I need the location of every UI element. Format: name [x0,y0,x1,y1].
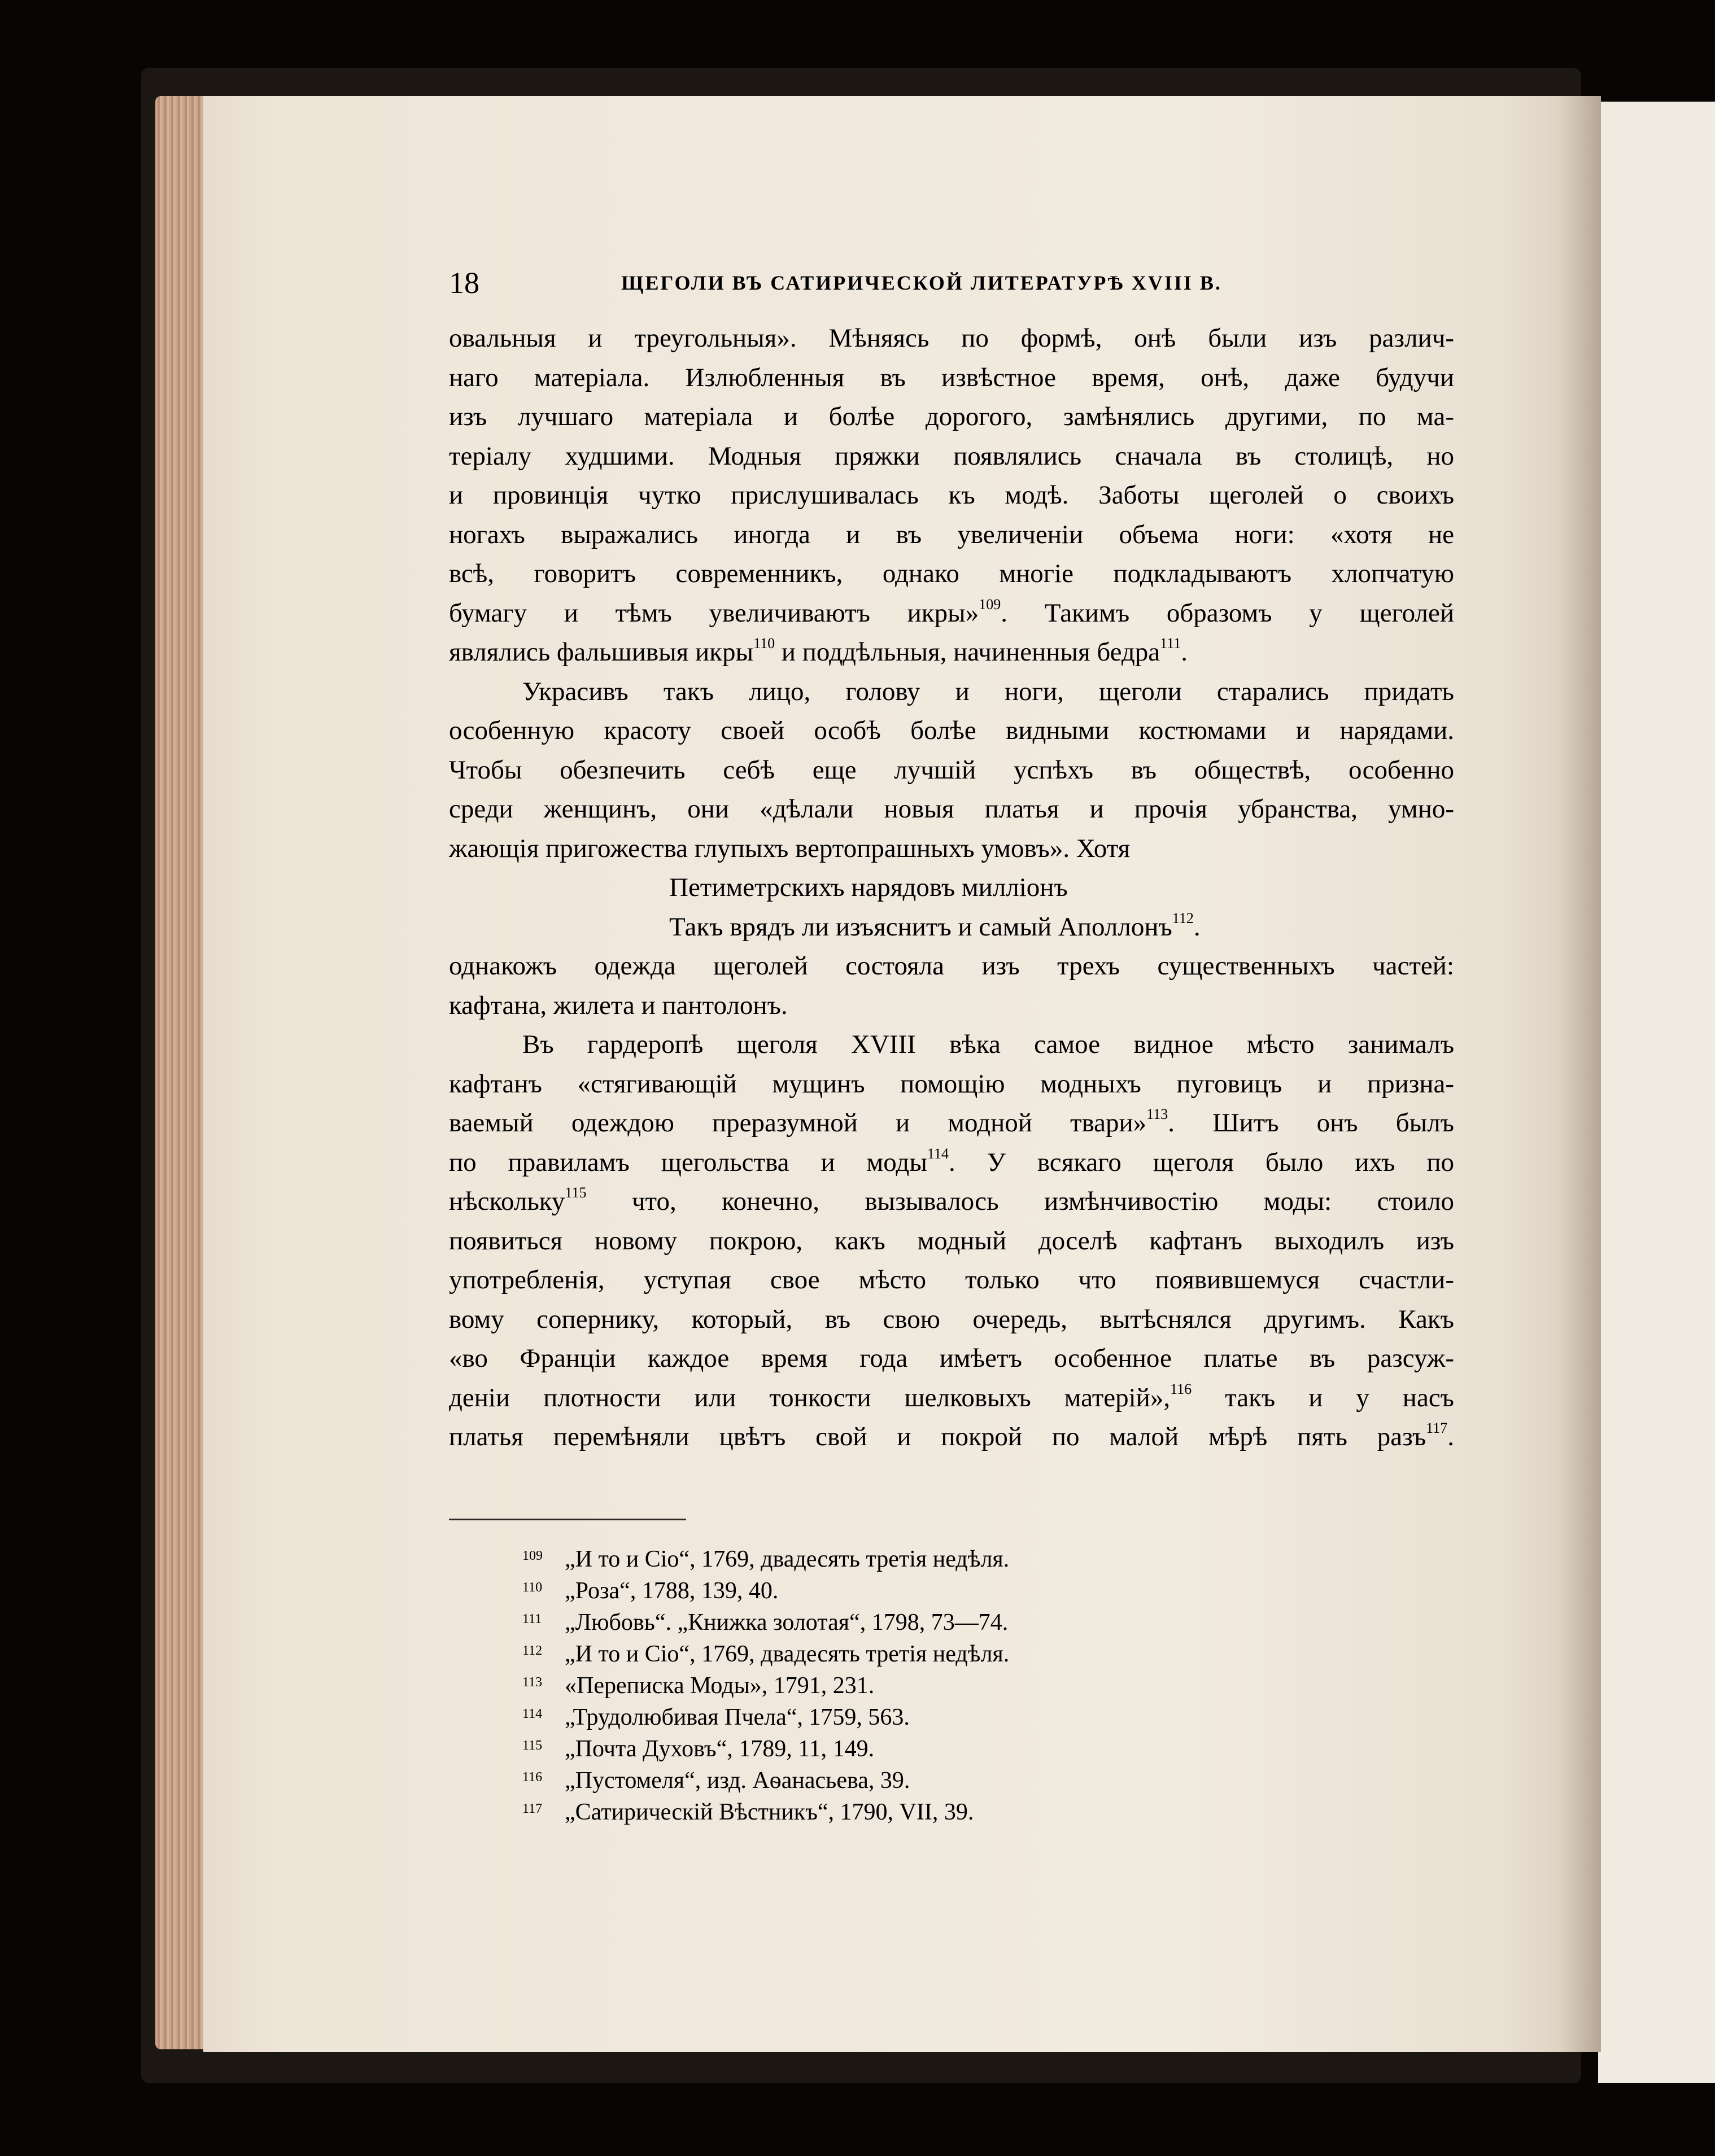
text-line [449,633,1454,672]
text-line [449,1104,1454,1143]
page-header [449,265,1271,305]
verse-line [449,868,1454,908]
line-text: особенную красоту своей особѣ болѣе видными костюмами и нарядами. [449,716,1454,745]
text-line [449,1065,1454,1104]
line-text: однакожъ одежда щеголей состояла изъ трехъ существенныхъ частей: [449,951,1454,981]
text-line [449,554,1454,594]
line-text: бумагу и тѣмъ увеличиваютъ икры» [449,598,979,628]
footnote-number: 115 [522,1738,543,1753]
footnote [522,1572,1200,1603]
footnote-text: „Сатирическій Вѣстникъ“, 1790, VII, 39. [565,1799,974,1825]
line-text: Чтобы обезпечить себѣ еще лучшій успѣхъ въ обществѣ, особенно [449,755,1454,785]
footnote [522,1698,1200,1730]
text-line [449,751,1454,790]
footnote-text: „Почта Духовъ“, 1789, 11, 149. [565,1736,875,1762]
line-text: Украсивъ такъ лицо, голову и ноги, щеголи старались придать [522,676,1454,706]
footnote-ref: 114 [927,1145,949,1162]
text-line [449,829,1454,869]
line-text: «во Франціи каждое время года имѣетъ особенное платье въ разсуж- [449,1344,1454,1373]
footnote-text: „Роза“, 1788, 139, 40. [565,1578,779,1604]
text-line [449,711,1454,751]
line-text: Въ гардеропѣ щеголя XVIII вѣка самое видное мѣсто занималъ [522,1030,1454,1059]
text-line [449,476,1454,515]
footnote [522,1603,1200,1635]
footnote-ref: 111 [1160,635,1181,651]
line-text: Такъ врядъ ли изъяснитъ и самый Аполлонъ [669,912,1172,942]
line-text: употребленія, уступая свое мѣсто только что появившемуся счастли- [449,1265,1454,1295]
footnote [522,1793,1200,1825]
text-line [449,437,1454,476]
footnote-number: 117 [522,1801,543,1816]
text-line [449,515,1454,555]
line-text: кафтана, жилета и пантолонъ. [449,990,788,1020]
text-line [449,790,1454,829]
line-text: . У всякаго щеголя было ихъ по [948,1147,1454,1177]
footnote-text: „И то и Сіо“, 1769, двадесять третія недѣля. [565,1546,1010,1572]
footnote-ref: 109 [979,596,1001,613]
footnote-ref: 112 [1172,909,1194,926]
line-text: и провинція чутко прислушивалась къ модѣ. Заботы щеголей о своихъ [449,480,1454,510]
line-text: вому сопернику, который, въ свою очередь, вытѣснялся другимъ. Какъ [449,1304,1454,1334]
text-line [449,1025,1454,1065]
footnote-ref: 117 [1426,1420,1448,1436]
line-text: . [1181,637,1188,667]
footnote-number: 109 [522,1549,543,1563]
text-line [449,1418,1454,1457]
line-text: всѣ, говоритъ современникъ, однако многіе подкладываютъ хлопчатую [449,559,1454,588]
line-text: жающія пригожества глупыхъ вертопрашныхъ умовъ». Хотя [449,833,1131,863]
footnote-number: 112 [522,1643,543,1658]
text-line [449,1222,1454,1261]
line-text: платья перемѣняли цвѣтъ свой и покрой по малой мѣрѣ пять разъ [449,1422,1426,1451]
footnote-text: „Пустомеля“, изд. Аѳанасьева, 39. [565,1768,910,1794]
verse-line [449,908,1454,947]
page-number: 18 [449,266,479,300]
text-line [449,672,1454,712]
spine-shadow [1559,96,1601,2052]
line-text: кафтанъ «стягивающій мущинъ помощію модныхъ пуговицъ и призна- [449,1069,1454,1099]
footnote-ref: 115 [565,1184,587,1201]
text-line [449,986,1454,1026]
text-line [449,397,1454,437]
footnote-number: 114 [522,1707,543,1721]
line-text: изъ лучшаго матеріала и болѣе дорогого, замѣнялись другими, по ма- [449,402,1454,431]
text-line [449,1182,1454,1222]
text-line [449,319,1454,358]
text-line [449,358,1454,398]
line-text: деніи плотности или тонкости шелковыхъ матерій», [449,1383,1171,1412]
line-text: . Такимъ образомъ у щеголей [1001,598,1455,628]
footnote-text: «Переписка Моды», 1791, 231. [565,1673,875,1699]
main-text [449,319,1454,1457]
line-text: теріалу худшими. Модныя пряжки появлялись сначала въ столицѣ, но [449,441,1454,471]
line-text: . Шитъ онъ былъ [1168,1108,1454,1138]
line-text: . [1447,1422,1454,1451]
line-text: овальныя и треугольныя». Мѣняясь по формѣ, онѣ были изъ различ- [449,323,1454,353]
footnote [522,1635,1200,1667]
line-text: наго матеріала. Излюбленныя въ извѣстное время, онѣ, даже будучи [449,362,1454,392]
footnote-ref: 116 [1170,1380,1192,1397]
line-text: появиться новому покрою, какъ модный доселѣ кафтанъ выходилъ изъ [449,1226,1454,1256]
text-line [449,1339,1454,1379]
footnote-text: „Любовь“. „Книжка золотая“, 1798, 73—74. [565,1610,1009,1635]
adjacent-page-edge [1598,102,1715,2083]
text-line [449,1379,1454,1418]
footnote [522,1540,1200,1572]
footnote [522,1761,1200,1793]
line-text: ваемый одеждою преразумной и модной твари» [449,1108,1147,1138]
text-line [449,1300,1454,1340]
footnote-number: 116 [522,1770,543,1785]
line-text: . [1193,912,1201,942]
line-text: такъ и у насъ [1192,1383,1454,1412]
text-line [449,947,1454,986]
footnote-ref: 113 [1146,1106,1168,1122]
text-line [449,594,1454,633]
footnote-text: „Трудолюбивая Пчела“, 1759, 563. [565,1704,910,1730]
running-title: ЩЕГОЛИ ВЪ САТИРИЧЕСКОЙ ЛИТЕРАТУРѢ XVIII В. [621,272,1222,294]
footnote-number: 111 [522,1612,542,1626]
line-text: ногахъ выражались иногда и въ увеличеніи объема ноги: «хотя не [449,519,1454,549]
line-text: что, конечно, вызывалось измѣнчивостію моды: стоило [586,1187,1454,1216]
footnote-ref: 110 [753,635,775,651]
footnotes [522,1540,1200,1825]
text-line [449,1143,1454,1183]
line-text: являлись фальшивыя икры [449,637,754,667]
text-line [449,1261,1454,1300]
footnote-number: 113 [522,1675,543,1690]
line-text: и поддѣльныя, начиненныя бедра [775,637,1160,667]
footnote [522,1730,1200,1761]
line-text: по правиламъ щегольства и моды [449,1147,927,1177]
line-text: Петиметрскихъ нарядовъ милліонъ [669,873,1068,902]
line-text: нѣскольку [449,1187,565,1216]
footnote-rule [449,1519,686,1520]
footnote-text: „И то и Сіо“, 1769, двадесять третія недѣля. [565,1641,1010,1667]
footnote-number: 110 [522,1580,543,1595]
line-text: среди женщинъ, они «дѣлали новыя платья и прочія убранства, умно- [449,794,1454,824]
footnote [522,1667,1200,1698]
